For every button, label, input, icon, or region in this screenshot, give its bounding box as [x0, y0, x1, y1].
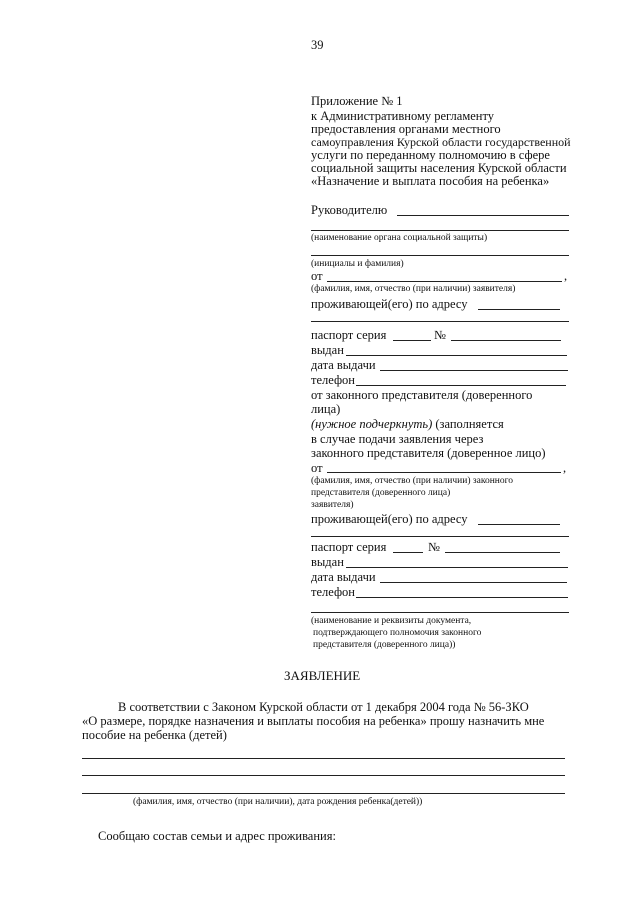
child-field-1[interactable]: [82, 758, 565, 759]
issue-date-field[interactable]: [380, 370, 568, 371]
appendix-line: «Назначение и выплата пособия на ребенка»: [311, 174, 550, 188]
fill-note-line-2: в случае подачи заявления через: [311, 432, 484, 446]
issued-label-2: выдан: [311, 555, 344, 569]
child-field-2[interactable]: [82, 775, 565, 776]
issued-field[interactable]: [346, 355, 567, 356]
family-composition-line: Сообщаю состав семьи и адрес проживания:: [98, 829, 336, 843]
doc-caption-line-2: подтверждающего полномочия законного: [313, 628, 482, 638]
passport-series-field-2[interactable]: [393, 552, 423, 553]
statement-title: ЗАЯВЛЕНИЕ: [284, 668, 361, 683]
fill-note-line-3: законного представителя (доверенное лицо): [311, 446, 546, 460]
phone-label: телефон: [311, 373, 355, 387]
comma-mark-2: ,: [563, 461, 567, 475]
rep-caption-line-1: (фамилия, имя, отчество (при наличии) законного: [311, 476, 514, 486]
address-field[interactable]: [478, 309, 560, 310]
issue-date-label: дата выдачи: [311, 358, 376, 372]
rep-caption-line-3: заявителя): [311, 500, 354, 510]
applicant-name-field[interactable]: [327, 281, 562, 282]
comma-mark: ,: [564, 269, 568, 283]
from-representative-line-1: от законного представителя (доверенного: [311, 388, 533, 402]
residing-label: проживающей(его) по адресу: [311, 297, 468, 311]
representative-name-field[interactable]: [327, 472, 561, 473]
appendix-line: самоуправления Курской области государственной: [311, 135, 571, 149]
statement-body-line-1: В соответствии с Законом Курской области от 1 декабря 2004 года № 56-ЗКО: [118, 700, 529, 714]
doc-caption-line-3: представителя (доверенного лица)): [313, 640, 456, 650]
page-number: 39: [311, 38, 324, 52]
phone-field[interactable]: [356, 385, 566, 386]
statement-body-line-3: пособие на ребенка (детей): [82, 728, 227, 742]
from-representative-line-2: лица): [311, 402, 341, 416]
passport-number-field[interactable]: [451, 340, 561, 341]
statement-body-line-2: «О размере, порядке назначения и выплаты пособия на ребенка» прошу назначить мне: [82, 714, 545, 728]
child-caption: (фамилия, имя, отчество (при наличии), дата рождения ребенка(детей)): [133, 797, 423, 807]
doc-caption-line-1: (наименование и реквизиты документа,: [311, 616, 472, 626]
child-field-3[interactable]: [82, 793, 565, 794]
authority-field[interactable]: [311, 230, 569, 231]
issue-date-field-2[interactable]: [380, 582, 567, 583]
phone-label-2: телефон: [311, 585, 355, 599]
from-label: от: [311, 269, 323, 283]
to-head-label: Руководителю: [311, 203, 388, 217]
phone-field-2[interactable]: [356, 597, 568, 598]
passport-number-field-2[interactable]: [445, 552, 560, 553]
appendix-line: к Административному регламенту: [311, 109, 495, 123]
fill-note-text: (заполняется: [432, 417, 504, 431]
appendix-line: услуги по переданному полномочию в сфере: [311, 148, 550, 162]
document-field[interactable]: [311, 612, 569, 613]
passport-series-label: паспорт серия: [311, 328, 387, 342]
head-name-field[interactable]: [397, 215, 569, 216]
from-label-2: от: [311, 461, 323, 475]
appendix-title: Приложение № 1: [311, 94, 403, 108]
address-field-rep-2[interactable]: [311, 536, 569, 537]
applicant-caption: (фамилия, имя, отчество (при наличии) заявителя): [311, 284, 516, 294]
address-field-2[interactable]: [311, 321, 569, 322]
residing-label-2: проживающей(его) по адресу: [311, 512, 468, 526]
issued-label: выдан: [311, 343, 344, 357]
passport-series-label-2: паспорт серия: [311, 540, 387, 554]
address-field-rep[interactable]: [478, 524, 560, 525]
issued-field-2[interactable]: [346, 567, 568, 568]
initials-caption: (инициалы и фамилия): [311, 259, 404, 269]
underline-needed-note: (нужное подчеркнуть): [311, 417, 433, 431]
fill-note-line-1: [311, 417, 504, 431]
issue-date-label-2: дата выдачи: [311, 570, 376, 584]
number-sign-2: №: [428, 540, 440, 554]
passport-series-field[interactable]: [393, 340, 431, 341]
rep-caption-line-2: представителя (доверенного лица): [311, 488, 451, 498]
appendix-line: предоставления органами местного: [311, 122, 501, 136]
authority-caption: (наименование органа социальной защиты): [311, 233, 488, 243]
number-sign: №: [434, 328, 446, 342]
appendix-line: социальной защиты населения Курской области: [311, 161, 567, 175]
initials-field[interactable]: [311, 255, 569, 256]
